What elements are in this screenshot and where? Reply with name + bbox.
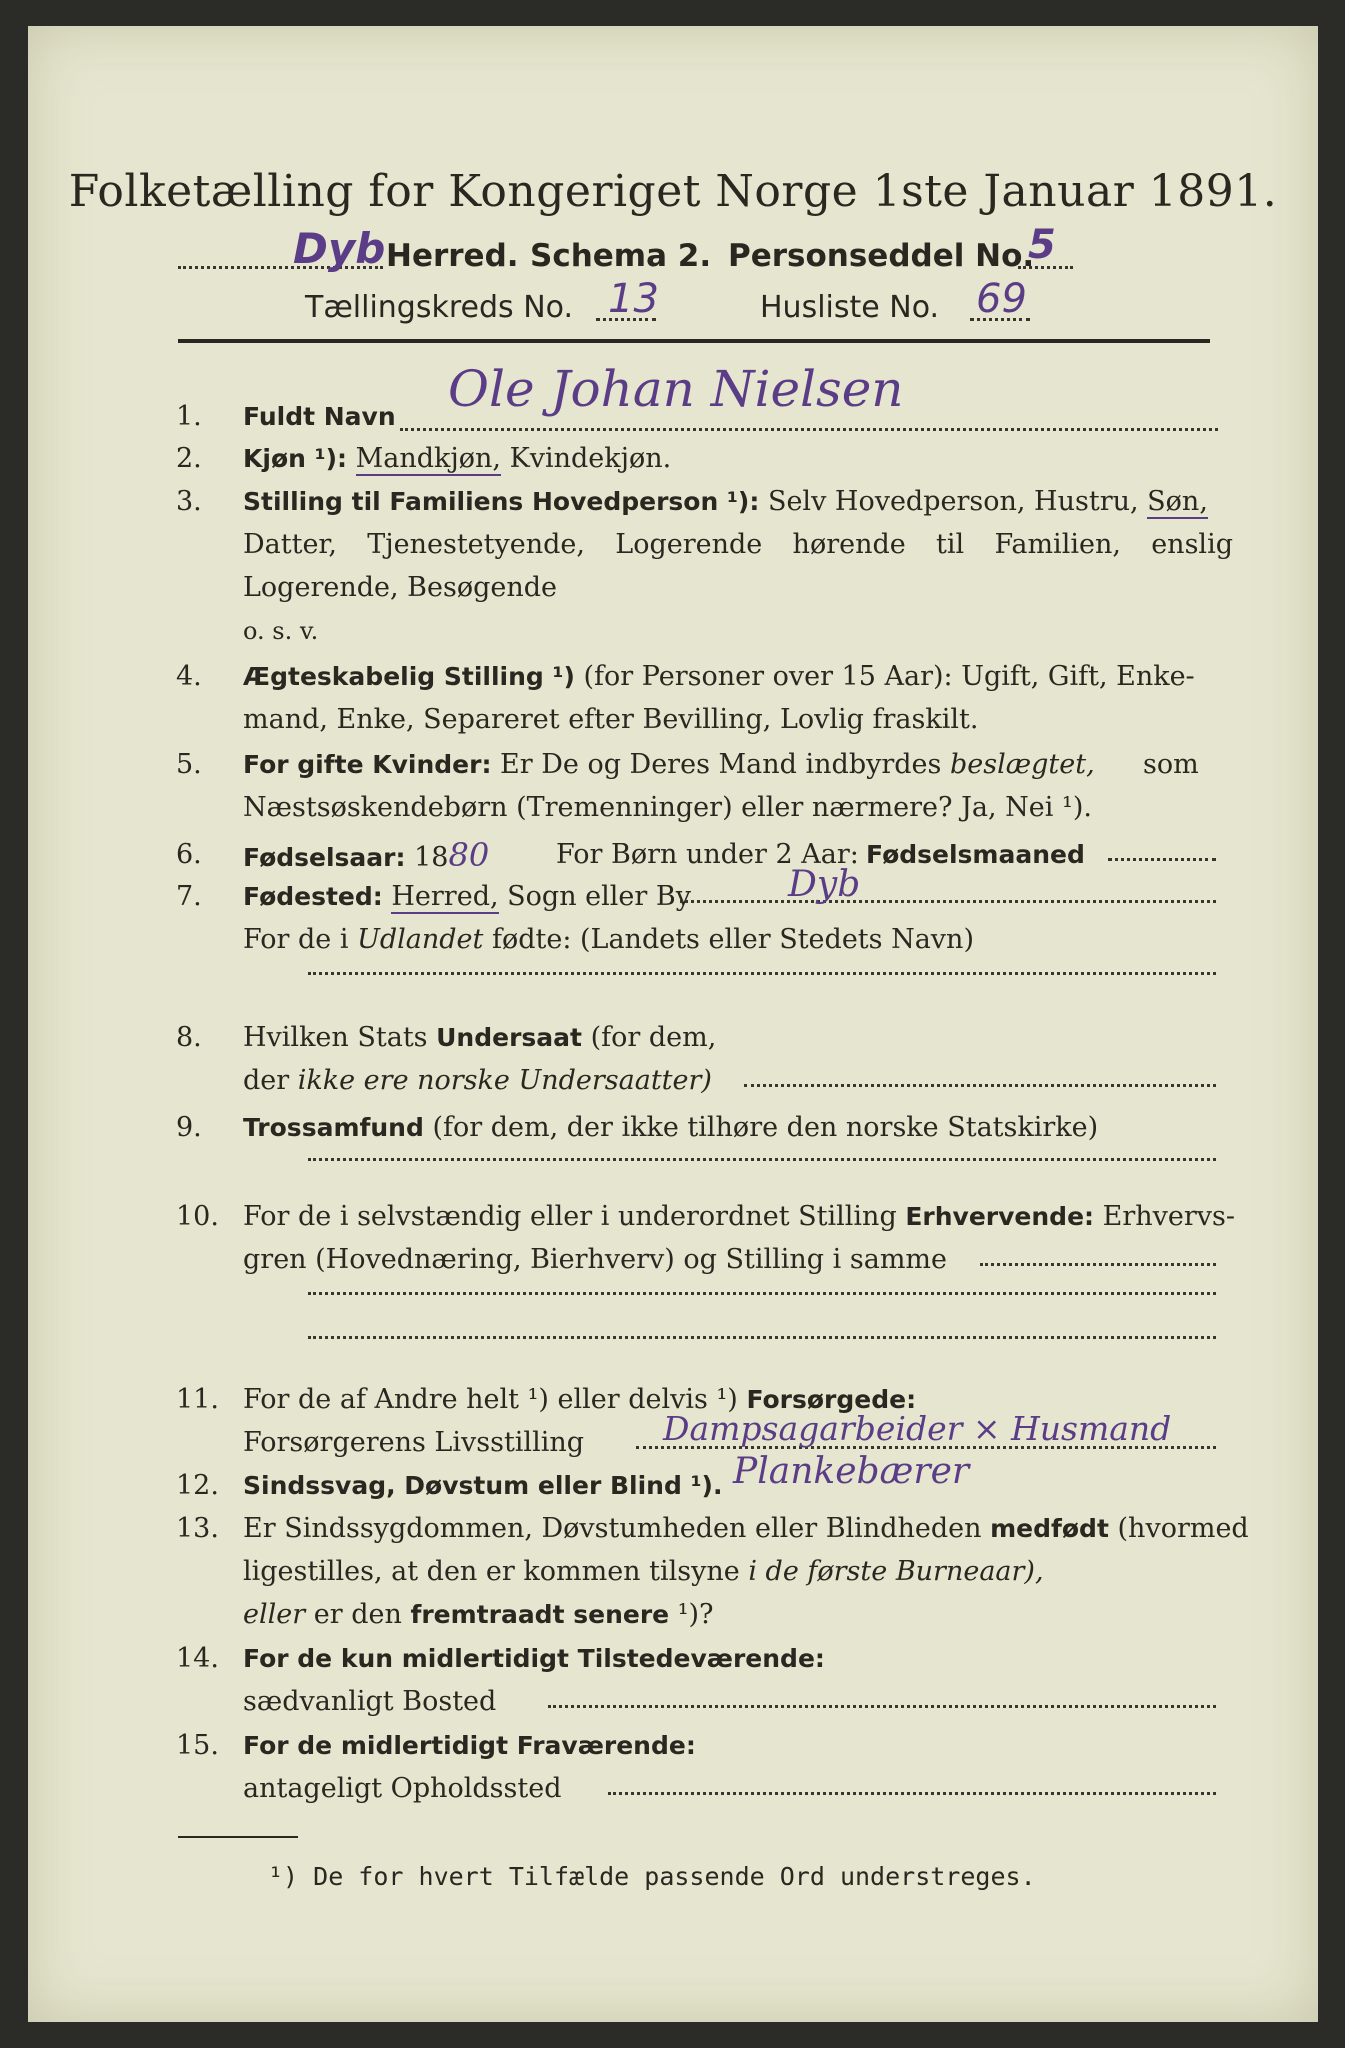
q8-line-2b: ikke ere norske Undersaatter): [297, 1065, 712, 1096]
q7-line-2a: For de i: [243, 924, 349, 955]
husliste-value: 69: [976, 276, 1027, 322]
q10-line-2-text: gren (Hovednæring, Bierhverv) og Stilling i samme: [243, 1244, 948, 1275]
q3-option-son: Søn,: [1147, 486, 1208, 517]
q12-number: 12.: [176, 1470, 219, 1501]
q9-label: Trossamfund: [243, 1113, 424, 1142]
schema-label: Schema 2.: [530, 238, 712, 274]
q3-options: Selv Hovedperson, Hustru,: [767, 486, 1139, 517]
q15-line-2-text: antageligt Opholdssted: [243, 1773, 562, 1804]
q7-answer-dotline: [308, 972, 1216, 975]
q4-line-1: [243, 660, 1195, 694]
q6-dotline: [1108, 858, 1216, 861]
q1-number: 1.: [176, 401, 202, 432]
q7-text: [243, 880, 691, 914]
q15-dotline: [608, 1792, 1216, 1795]
q7-label: Fødested:: [243, 882, 383, 911]
q7-rest: Sogn eller By: [507, 881, 691, 912]
footnote-rule: [178, 1836, 298, 1838]
q11-label-bold: Forsørgede:: [746, 1385, 917, 1414]
personseddel-value: 5: [1028, 222, 1056, 268]
q3-line-4-text: o. s. v.: [243, 617, 319, 645]
q11-line-1a: For de af Andre helt ¹) eller delvis ¹): [243, 1384, 738, 1415]
q2-option-kvindekjon: Kvindekjøn.: [509, 443, 672, 474]
q4-label: Ægteskabelig Stilling ¹): [243, 662, 575, 691]
q9-line-text: (for dem, der ikke tilhøre den norske Statskirke): [432, 1112, 1099, 1143]
q7-line-2b: Udlandet: [357, 924, 484, 955]
q3-number: 3.: [176, 486, 202, 517]
q7-value: Dyb: [788, 864, 861, 905]
husliste-label: Husliste No.: [760, 290, 940, 325]
q4-line-2-text: mand, Enke, Separeret efter Bevilling, Lovlig fraskilt.: [243, 704, 979, 735]
q9-answer-dotline: [308, 1158, 1216, 1161]
q6-value: 80: [448, 836, 490, 874]
q5-line-1: [243, 748, 1199, 782]
q1-label: Fuldt Navn: [243, 402, 396, 431]
q2-number: 2.: [176, 443, 202, 474]
q13-line-1: [243, 1512, 1249, 1546]
q2-text: [243, 442, 671, 476]
q14-line-2-text: sædvanligt Bosted: [243, 1686, 497, 1717]
q2-option-mandkjon: Mandkjøn,: [355, 443, 501, 474]
q14-label: For de kun midlertidigt Tilstedeværende:: [243, 1644, 825, 1673]
kreds-label: Tællingskreds No.: [305, 290, 573, 325]
q8-line-1-text: (for dem,: [590, 1022, 717, 1053]
q5-line-1b: beslægtet,: [949, 749, 1095, 780]
q5-line-1c: som: [1143, 749, 1199, 780]
q8-label-bold: Undersaat: [436, 1023, 582, 1052]
q8-line-2-text: [243, 1064, 712, 1098]
q10-label-bold: Erhvervende:: [905, 1202, 1095, 1231]
q10-line-1a: For de i selvstændig eller i underordnet Stilling: [243, 1201, 897, 1232]
q7-number: 7.: [176, 881, 202, 912]
q8-label: Hvilken Stats: [243, 1022, 428, 1053]
q6-text: [243, 838, 489, 875]
q10-answer-dotline-2: [308, 1336, 1216, 1339]
q13-line-1a: Er Sindssygdommen, Døvstumheden eller Blindheden: [243, 1513, 982, 1544]
q6-label: Fødselsaar:: [243, 843, 406, 872]
q6-under-2-text: For Børn under 2 Aar:: [556, 839, 859, 870]
kreds-value: 13: [608, 276, 659, 322]
q3-label: Stilling til Familiens Hovedperson ¹):: [243, 487, 760, 516]
q6-month-label: Fødselsmaaned: [866, 840, 1085, 869]
q2-label: Kjøn ¹):: [243, 444, 347, 473]
q10-line-1c: Erhvervs-: [1102, 1201, 1236, 1232]
q8-line-1: [243, 1021, 716, 1055]
q12-label: Sindssvag, Døvstum eller Blind ¹).: [243, 1471, 723, 1500]
q13-line-2-text: [243, 1555, 1044, 1589]
q10-line-1: [243, 1200, 1235, 1234]
q13-line-3d: ¹)?: [677, 1599, 714, 1630]
q13-line-2a: ligestilles, at den er kommen tilsyne: [243, 1556, 740, 1587]
q7-line-2-text: [243, 923, 974, 957]
q13-line-3a: eller: [243, 1599, 306, 1630]
q11-line-2-text: Forsørgerens Livsstilling: [243, 1427, 585, 1458]
q13-label-bold: medfødt: [990, 1514, 1109, 1543]
q6-number: 6.: [176, 839, 202, 870]
q8-number: 8.: [176, 1022, 202, 1053]
q13-line-3c: fremtraadt senere: [410, 1600, 670, 1629]
herred-value: Dyb: [293, 224, 386, 273]
q14-dotline: [548, 1705, 1216, 1708]
q15-label: For de midlertidigt Fraværende:: [243, 1731, 696, 1760]
q6-prefix: 18: [414, 842, 449, 873]
q10-number: 10.: [176, 1201, 219, 1232]
q13-line-1c: (hvormed: [1117, 1513, 1249, 1544]
q15-number: 15.: [176, 1730, 219, 1761]
q10-dotline: [980, 1263, 1216, 1266]
q13-line-3b: er den: [313, 1599, 402, 1630]
header-rule: [178, 339, 1210, 343]
q7-line-2c: fødte: (Landets eller Stedets Navn): [491, 924, 974, 955]
q13-number: 13.: [176, 1513, 219, 1544]
q5-label: For gifte Kvinder:: [243, 750, 492, 779]
q7-option-herred: Herred,: [391, 881, 499, 912]
q3-line-1: [243, 485, 1208, 519]
q5-line-1a: Er De og Deres Mand indbyrdes: [500, 749, 942, 780]
form-title: Folketælling for Kongeriget Norge 1ste Januar 1891.: [68, 166, 1278, 217]
q10-answer-dotline-1: [308, 1292, 1216, 1295]
q14-number: 14.: [176, 1643, 219, 1674]
q1-dotline: [400, 428, 1218, 431]
q9-text: [243, 1111, 1098, 1145]
census-form: [28, 26, 1318, 2022]
q4-line-1-text: (for Personer over 15 Aar): Ugift, Gift, Enke-: [583, 661, 1195, 692]
herred-label: Herred.: [386, 238, 519, 274]
q5-number: 5.: [176, 749, 202, 780]
q11-value: Dampsagarbeider × Husmand: [663, 1409, 1172, 1448]
q4-number: 4.: [176, 661, 202, 692]
q7-dotline: [680, 900, 1216, 903]
q1-value: Ole Johan Nielsen: [448, 360, 904, 418]
q13-line-3-text: [243, 1598, 714, 1632]
q8-line-2a: der: [243, 1065, 290, 1096]
q5-line-2-text: Næstsøskendebørn (Tremenninger) eller nærmere? Ja, Nei ¹).: [243, 792, 1092, 823]
footnote: ¹) De for hvert Tilfælde passende Ord understreges.: [268, 1862, 1036, 1891]
q8-dotline: [744, 1084, 1216, 1087]
q13-line-2b: i de første Burneaar),: [748, 1556, 1044, 1587]
personseddel-label: Personseddel No.: [728, 238, 1035, 274]
q3-line-2-text: Datter, Tjenestetyende, Logerende hørende til Familien, enslig: [243, 529, 1233, 560]
q3-line-3-text: Logerende, Besøgende: [243, 572, 557, 603]
q11-number: 11.: [176, 1384, 219, 1415]
q12-value: Plankebærer: [733, 1451, 970, 1492]
q9-number: 9.: [176, 1112, 202, 1143]
